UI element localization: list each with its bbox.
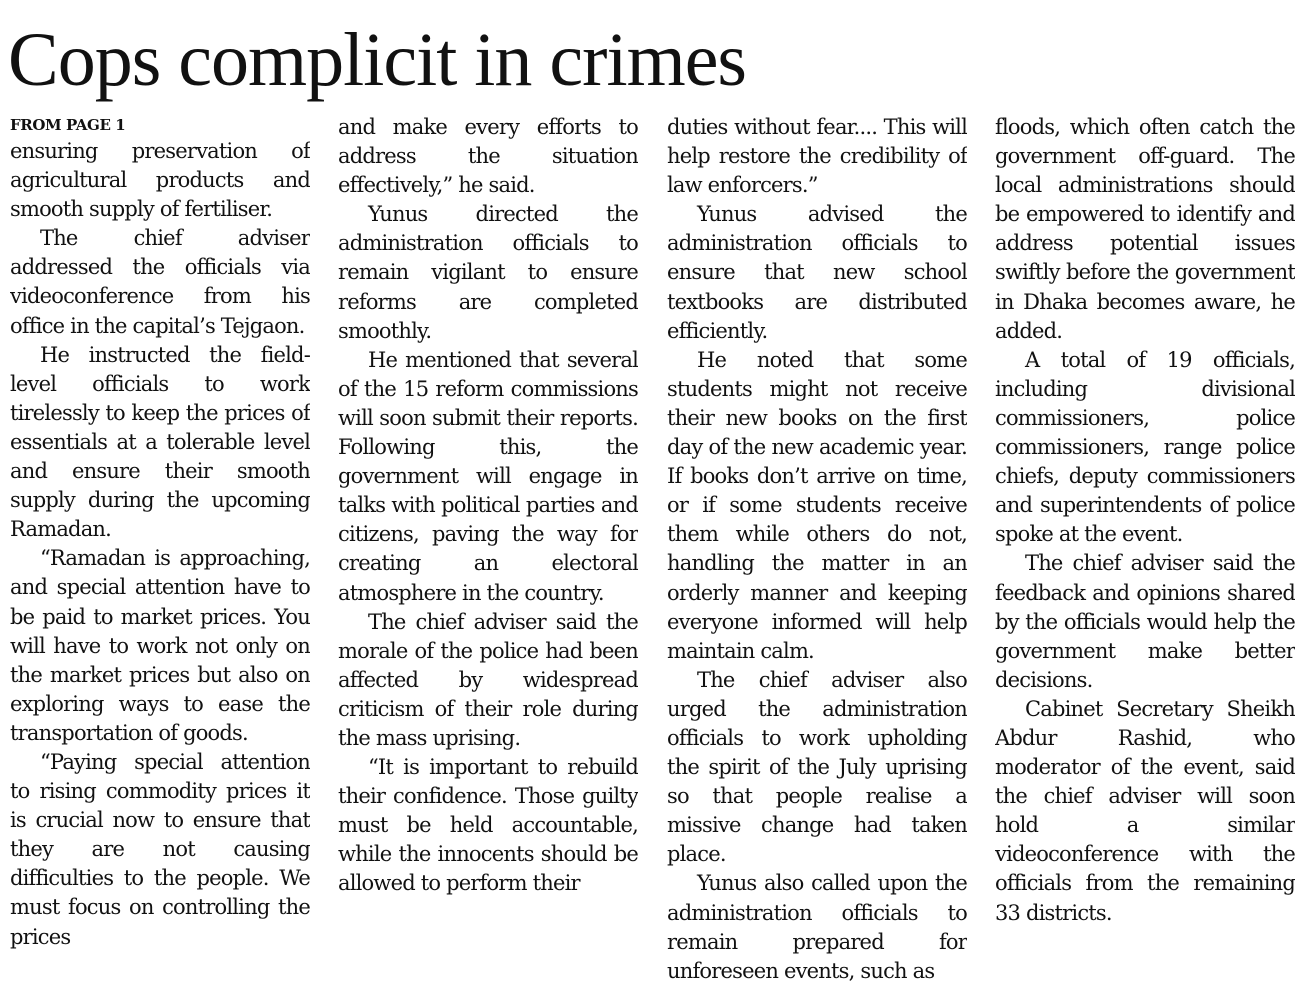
- jump-label: FROM PAGE 1: [10, 116, 126, 134]
- article-body: [0, 113, 1306, 993]
- article-column-4: [995, 113, 1295, 988]
- paragraph: He instructed the field-level officials to work tirelessly to keep the prices of essentials at a tolerable level and ensure their smooth supply during the upcoming Ramadan.: [10, 342, 310, 542]
- paragraph: The chief adviser also urged the administration officials to work upholding the spirit of the July uprising so that people realise a missive change had taken place.: [667, 667, 967, 867]
- paragraph: He noted that some students might not receive their new books on the first day of the new academic year. If books don’t arrive on time, or if some students receive them while others do not, handling the matter in an orderly manner and keeping everyone informed will help maintain calm.: [667, 347, 967, 663]
- paragraph: Yunus advised the administration officials to ensure that new school textbooks are distributed efficiently.: [667, 202, 967, 343]
- headline: Cops complicit in crimes: [8, 18, 747, 102]
- paragraph: He mentioned that several of the 15 reform commissions will soon submit their reports. Following this, the government will engage in talks with political parties and citizens, paving the way for creating an electoral atmosphere in the country.: [338, 347, 638, 605]
- paragraph: Cabinet Secretary Sheikh Abdur Rashid, who moderator of the event, said the chief adviser will soon hold a similar videoconference with the officials from the remaining 33 districts.: [995, 696, 1295, 925]
- paragraph: “Paying special attention to rising commodity prices it is crucial now to ensure that they are not causing difficulties to the people. We must focus on controlling the prices: [10, 749, 310, 949]
- paragraph: ensuring preservation of agricultural products and smooth supply of fertiliser.: [10, 139, 310, 222]
- paragraph: and make every efforts to address the situation effectively,” he said.: [338, 115, 638, 198]
- paragraph: “Ramadan is approaching, and special attention have to be paid to market prices. You will have to work not only on the market prices but also on exploring ways to ease the transportation of goods.: [10, 546, 310, 745]
- paragraph: duties without fear.... This will help restore the credibility of law enforcers.”: [667, 115, 967, 198]
- paragraph: Yunus also called upon the administration officials to remain prepared for unforeseen events, such as: [667, 871, 967, 983]
- paragraph: Yunus directed the administration officials to remain vigilant to ensure reforms are completed smoothly.: [338, 202, 638, 343]
- paragraph: “It is important to rebuild their confidence. Those guilty must be held accountable, while the innocents should be allowed to perform their: [338, 755, 638, 896]
- article-column-2: [338, 113, 638, 988]
- article-column-1: [10, 113, 310, 988]
- paragraph: floods, which often catch the government off-guard. The local administrations should be empowered to identify and address potential issues swiftly before the government in Dhaka becomes aware, he added.: [995, 115, 1295, 343]
- article-column-3: [667, 113, 967, 988]
- paragraph: A total of 19 officials, including divisional commissioners, police commissioners, range police chiefs, deputy commissioners and superintendents of police spoke at the event.: [995, 347, 1295, 547]
- paragraph: The chief adviser addressed the officials via videoconference from his office in the capital’s Tejgaon.: [10, 226, 310, 338]
- paragraph: The chief adviser said the feedback and opinions shared by the officials would help the government make better decisions.: [995, 551, 1295, 692]
- paragraph: The chief adviser said the morale of the police had been affected by widespread criticism of their role during the mass uprising.: [338, 609, 638, 750]
